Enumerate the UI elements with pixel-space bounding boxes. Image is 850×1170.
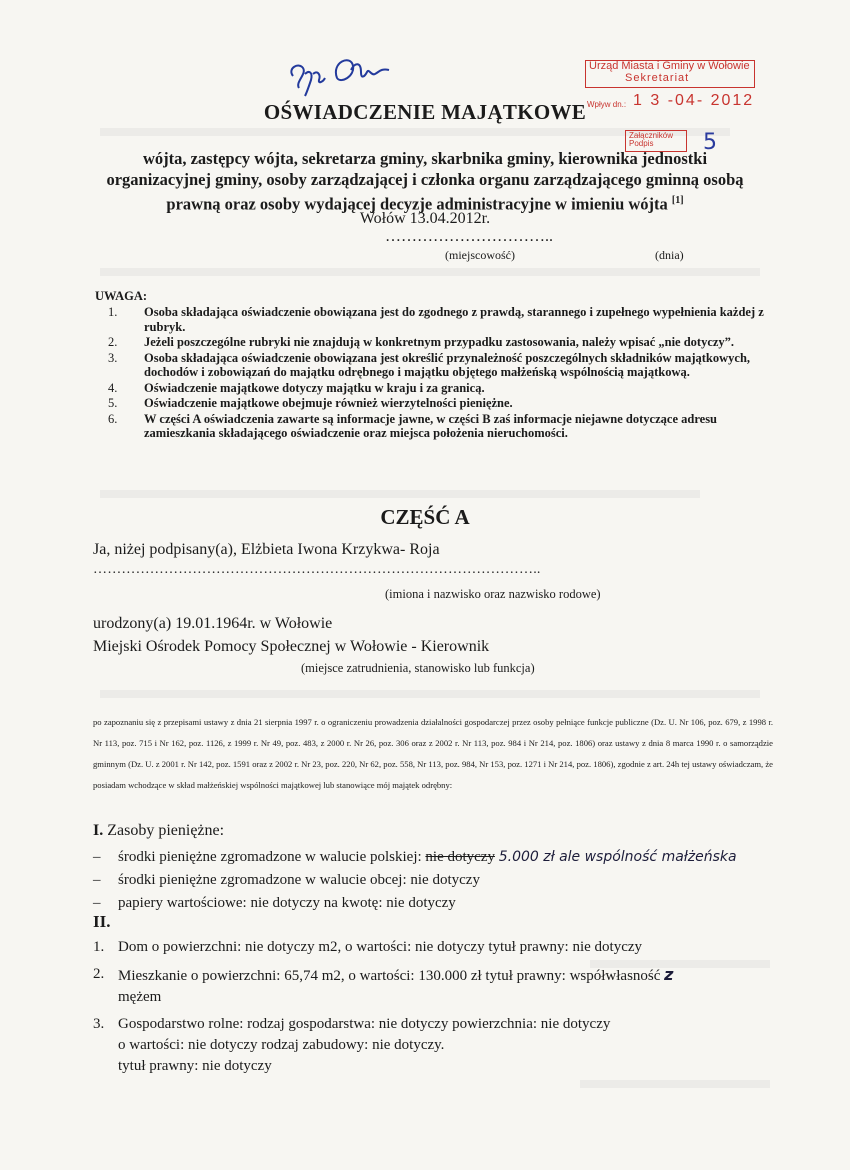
notice-item-text: Osoba składająca oświadczenie obowiązana jest do zgodnego z prawdą, starannego i zupełnego wypełnienia każdej z rubryk. (144, 305, 764, 334)
item-label: środki pieniężne zgromadzone w walucie obcej: (118, 872, 407, 888)
item-number: 2. (93, 966, 105, 982)
item-text-continued: tytuł prawny: nie dotyczy (118, 1058, 272, 1074)
handwritten-note: z (664, 965, 674, 984)
footnote-marker: [1] (671, 195, 684, 206)
list-item (93, 937, 793, 958)
notice-list (108, 305, 778, 442)
bleed-through-line (100, 490, 700, 498)
names-dots: ………………………………………………………………………………….. (93, 562, 541, 577)
list-item: – papiery wartościowe: nie dotyczy na kwotę: nie dotyczy (93, 895, 456, 911)
notice-item-text: Oświadczenie majątkowe dotyczy majątku w kraju i za granicą. (144, 380, 485, 395)
section-1-roman: I. (93, 822, 104, 839)
bleed-through-line (100, 690, 760, 698)
stamp-signature-text: Podpis (629, 139, 654, 148)
struck-text: nie dotyczy (425, 849, 495, 865)
employment-label: (miejsce zatrudnienia, stanowisko lub funkcja) (301, 661, 535, 675)
list-item (93, 1014, 793, 1077)
bleed-through-line (100, 268, 760, 276)
notice-heading: UWAGA: (95, 289, 148, 303)
section-2-list (93, 937, 793, 1083)
stamp-office-name: Urząd Miasta i Gminy w Wołowie (589, 60, 750, 72)
section-2-heading: II. (93, 912, 111, 931)
item-label: papiery wartościowe: (118, 895, 247, 911)
stamp-secretariat: Sekretariat (625, 72, 690, 84)
handwritten-signature (285, 48, 405, 98)
item-label: środki pieniężne zgromadzone w walucie polskiej: (118, 849, 422, 865)
date-label: (dnia) (655, 248, 684, 262)
legal-basis-text: po zapoznaniu się z przepisami ustawy z dnia 21 sierpnia 1997 r. o ograniczeniu prowadzenia działalności gospodarczej przez osoby pełniące funkcje publiczne (Dz. U. Nr 106, poz. 679, z 1998 r. Nr 113, poz. 715 i Nr 162, poz. 1126, z 1999 r. Nr 49, poz. 483, z 2000 r. Nr 26, poz. 306 oraz z 2002 r. Nr 113, poz. 984 i Nr 214, poz. 1806) oraz ustawy z dnia 8 marca 1990 r. o samorządzie gminnym (Dz. U. z 2001 r. Nr 142, poz. 1591 oraz z 2002 r. Nr 23, poz. 220, Nr 62, poz. 558, Nr 113, poz. 984, Nr 153, poz. 1271 i Nr 214, poz. 1806), zgodnie z art. 24h tej ustawy oświadczam, że posiadam wchodzące w skład małżeńskiej wspólności majątkowej lub stanowiące mój majątek odrębny: (93, 717, 773, 790)
item-number: 3. (93, 1016, 105, 1032)
notice-item-text: Oświadczenie majątkowe obejmuje również wierzytelności pieniężne. (144, 396, 513, 410)
declarant-name-line: Ja, niżej podpisany(a), Elżbieta Iwona Krzykwa- Roja (93, 541, 440, 558)
stamp-received-label: Wpływ dn.: (587, 100, 627, 109)
item-text: Dom o powierzchni: nie dotyczy m2, o wartości: nie dotyczy tytuł prawny: nie dotyczy (118, 939, 643, 955)
notice-item: 4. Oświadczenie majątkowe dotyczy majątku w kraju i za granicą. (108, 380, 485, 395)
notice-item: 5. Oświadczenie majątkowe obejmuje również wierzytelności pieniężne. (108, 396, 513, 410)
notice-item: 6. W części A oświadczenia zawarte są informacje jawne, w części B zaś informacje niejawne dotyczące adresu zamieszkania składającego oświadczenie oraz miejsca położenia nieruchomości. (108, 411, 718, 440)
place-label: (miejscowość) (445, 248, 515, 262)
item-value: nie dotyczy (410, 872, 480, 888)
subtitle-text: wójta, zastępcy wójta, sekretarza gminy, skarbnika gminy, kierownika jednostki organizacyjnej gminy, osoby zarządzającej i członka organu zarządzającego gminną osobą prawną oraz osoby wydającej decyzje administracyjne w imieniu wójta (106, 149, 744, 214)
item-text-continued: mężem (118, 989, 162, 1005)
stamp-attachments-text: Załączników (629, 131, 674, 140)
section-1-title: Zasoby pieniężne: (107, 822, 225, 839)
list-item (93, 964, 793, 1008)
document-title: OŚWIADCZENIE MAJĄTKOWE (263, 100, 587, 124)
item-text: Gospodarstwo rolne: rodzaj gospodarstwa: nie dotyczy powierzchnia: nie dotyczy (118, 1016, 611, 1032)
item-number: 1. (93, 939, 105, 955)
handwritten-note: 5.000 zł ale wspólność małżeńska (498, 849, 737, 865)
stamp-date: 1 3 -04- 2012 (633, 92, 755, 109)
section-1-list (93, 846, 793, 915)
names-label: (imiona i nazwisko oraz nazwisko rodowe) (385, 587, 601, 601)
stamp-handwritten-count: 5 (703, 130, 717, 155)
notice-item-text: Osoba składająca oświadczenie obowiązana jest określić przynależność poszczególnych składników majątkowych, dochodów i zobowiązań do majątku odrębnego i majątku objętego małżeńską wspólnością majątkową. (144, 350, 751, 379)
notice-item: 2. Jeżeli poszczególne rubryki nie znajdują w konkretnym przypadku zastosowania, należy wpisać „nie dotyczy”. (108, 335, 735, 349)
employment-line: Miejski Ośrodek Pomocy Społecznej w Wołowie - Kierownik (93, 638, 490, 655)
section-1-heading (93, 822, 224, 840)
birth-line: urodzony(a) 19.01.1964r. w Wołowie (93, 615, 333, 632)
item-text: Mieszkanie o powierzchni: 65,74 m2, o wartości: 130.000 zł tytuł prawny: współwłasność (118, 968, 661, 984)
notice-item-text: W części A oświadczenia zawarte są informacje jawne, w części B zaś informacje niejawne dotyczące adresu zamieszkania składającego oświadczenie oraz miejsca położenia nieruchomości. (144, 411, 718, 440)
notice-item-text: Jeżeli poszczególne rubryki nie znajdują w konkretnym przypadku zastosowania, należy wpisać „nie dotyczy”. (144, 335, 735, 349)
item-value: nie dotyczy na kwotę: nie dotyczy (250, 895, 456, 911)
place-dots: ………………………….. (385, 228, 553, 245)
stamp-attachments-label (629, 132, 673, 148)
notice-item: 3. Osoba składająca oświadczenie obowiązana jest określić przynależność poszczególnych składników majątkowych, dochodów i zobowiązań do majątku odrębnego i majątku objętego małżeńską wspólnością majątkową. (108, 350, 751, 379)
part-a-heading: CZĘŚĆ A (380, 505, 470, 529)
item-text-continued: o wartości: nie dotyczy rodzaj zabudowy: nie dotyczy. (118, 1037, 445, 1053)
notice-item: 1. Osoba składająca oświadczenie obowiązana jest do zgodnego z prawdą, starannego i zupełnego wypełnienia każdej z rubryk. (108, 305, 764, 334)
list-item: – środki pieniężne zgromadzone w walucie polskiej: nie dotyczy 5.000 zł ale wspólność małżeńska (93, 849, 737, 865)
place-date-line: Wołów 13.04.2012r. (359, 210, 491, 227)
list-item: – środki pieniężne zgromadzone w walucie obcej: nie dotyczy (93, 872, 480, 888)
document-subtitle (100, 148, 750, 215)
